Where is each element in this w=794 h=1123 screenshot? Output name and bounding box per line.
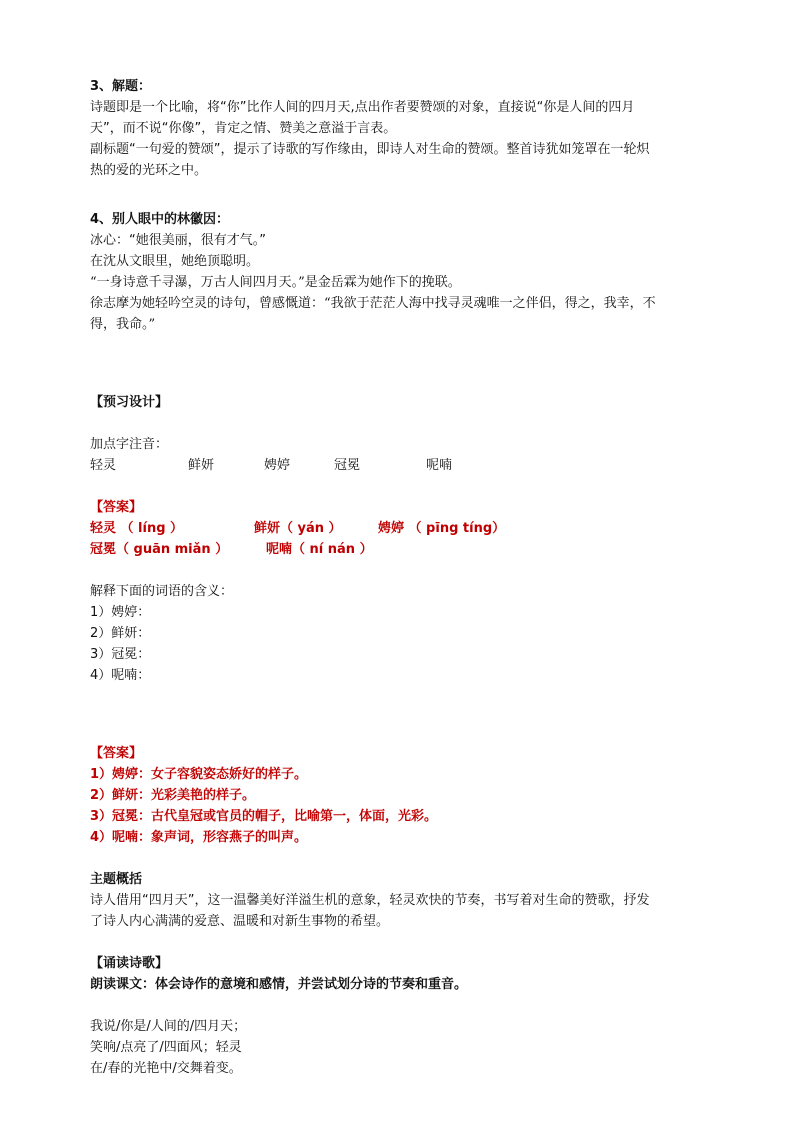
pinyin-answer-row [90,539,710,560]
meaning-item: 2）鲜妍： [90,626,151,641]
pronounce-prompt: 加点字注音： [90,437,169,452]
meaning-item: 1）娉婷： [90,605,151,620]
preview-heading: 【预习设计】 [90,395,169,410]
word-item: 呢喃 [426,458,453,473]
pinyin-answer-row [90,518,710,539]
section4-heading: 4、别人眼中的林徽因： [90,212,230,227]
section4-line1: 冰心：“她很美丽，很有才气。” [90,233,266,248]
poem-line: 在/春的光艳中/交舞着变。 [90,1061,242,1076]
word-list [90,455,710,476]
recite-instruction: 朗读课文：体会诗作的意境和感情，并尝试划分诗的节奏和重音。 [90,977,468,992]
meaning-answer: 4）呢喃：象声词，形容燕子的叫声。 [90,830,308,845]
pinyin-answer: 鲜妍（ yán ） [254,521,342,536]
section3-paragraph1-line2: 天”，而不说“你像”，肯定之情、赞美之意溢于言表。 [90,121,397,136]
theme-line2: 了诗人内心满满的爱意、温暖和对新生事物的希望。 [90,914,390,929]
theme-line1: 诗人借用“四月天”，这一温馨美好洋溢生机的意象，轻灵欢快的节奏，书写着对生命的赞歌，抒发 [90,893,650,908]
poem-line: 笑响/点亮了/四面风；轻灵 [90,1040,242,1055]
answer-label-2: 【答案】 [90,746,143,761]
theme-heading: 主题概括 [90,872,143,887]
pinyin-answer: 轻灵 （ líng ） [90,521,184,536]
section4-line4: 徐志摩为她轻吟空灵的诗句，曾感慨道：“我欲于茫茫人海中找寻灵魂唯一之伴侣，得之，我幸，不 [90,296,656,311]
section3-paragraph1-line1: 诗题即是一个比喻，将“你”比作人间的四月天,点出作者要赞颂的对象，直接说“你是人间的四月 [90,100,635,115]
meaning-item: 3）冠冕： [90,647,151,662]
meaning-prompt: 解释下面的词语的含义： [90,584,234,599]
meaning-answer: 1）娉婷：女子容貌姿态娇好的样子。 [90,767,308,782]
word-item: 鲜妍 [188,458,215,473]
section3-paragraph2-line1: 副标题“一句爱的赞颂”，提示了诗歌的写作缘由，即诗人对生命的赞颂。整首诗犹如笼罩在一轮炽 [90,142,650,157]
poem-line: 我说/你是/人间的/四月天； [90,1019,247,1034]
word-item: 娉婷 [264,458,291,473]
word-item: 冠冕 [334,458,361,473]
section4-line3: “一身诗意千寻瀑，万古人间四月天。”是金岳霖为她作下的挽联。 [90,275,461,290]
recite-heading: 【诵读诗歌】 [90,956,169,971]
pinyin-answer: 呢喃（ ní nán ） [266,542,373,557]
section4-line2: 在沈从文眼里，她绝顶聪明。 [90,254,260,269]
section3-heading: 3、解题： [90,79,152,94]
section3-paragraph2-line2: 热的爱的光环之中。 [90,163,208,178]
pinyin-answer: 娉婷 （ pīng tíng） [378,521,506,536]
pinyin-answer: 冠冕（ guān miǎn ） [90,542,229,557]
document-page [90,76,710,1079]
meaning-answer: 2）鲜妍：光彩美艳的样子。 [90,788,256,803]
meaning-item: 4）呢喃： [90,668,151,683]
word-item: 轻灵 [90,458,117,473]
answer-label: 【答案】 [90,500,143,515]
meaning-answer: 3）冠冕：古代皇冠或官员的帽子，比喻第一，体面，光彩。 [90,809,438,824]
section4-line5: 得，我命。” [90,317,156,332]
